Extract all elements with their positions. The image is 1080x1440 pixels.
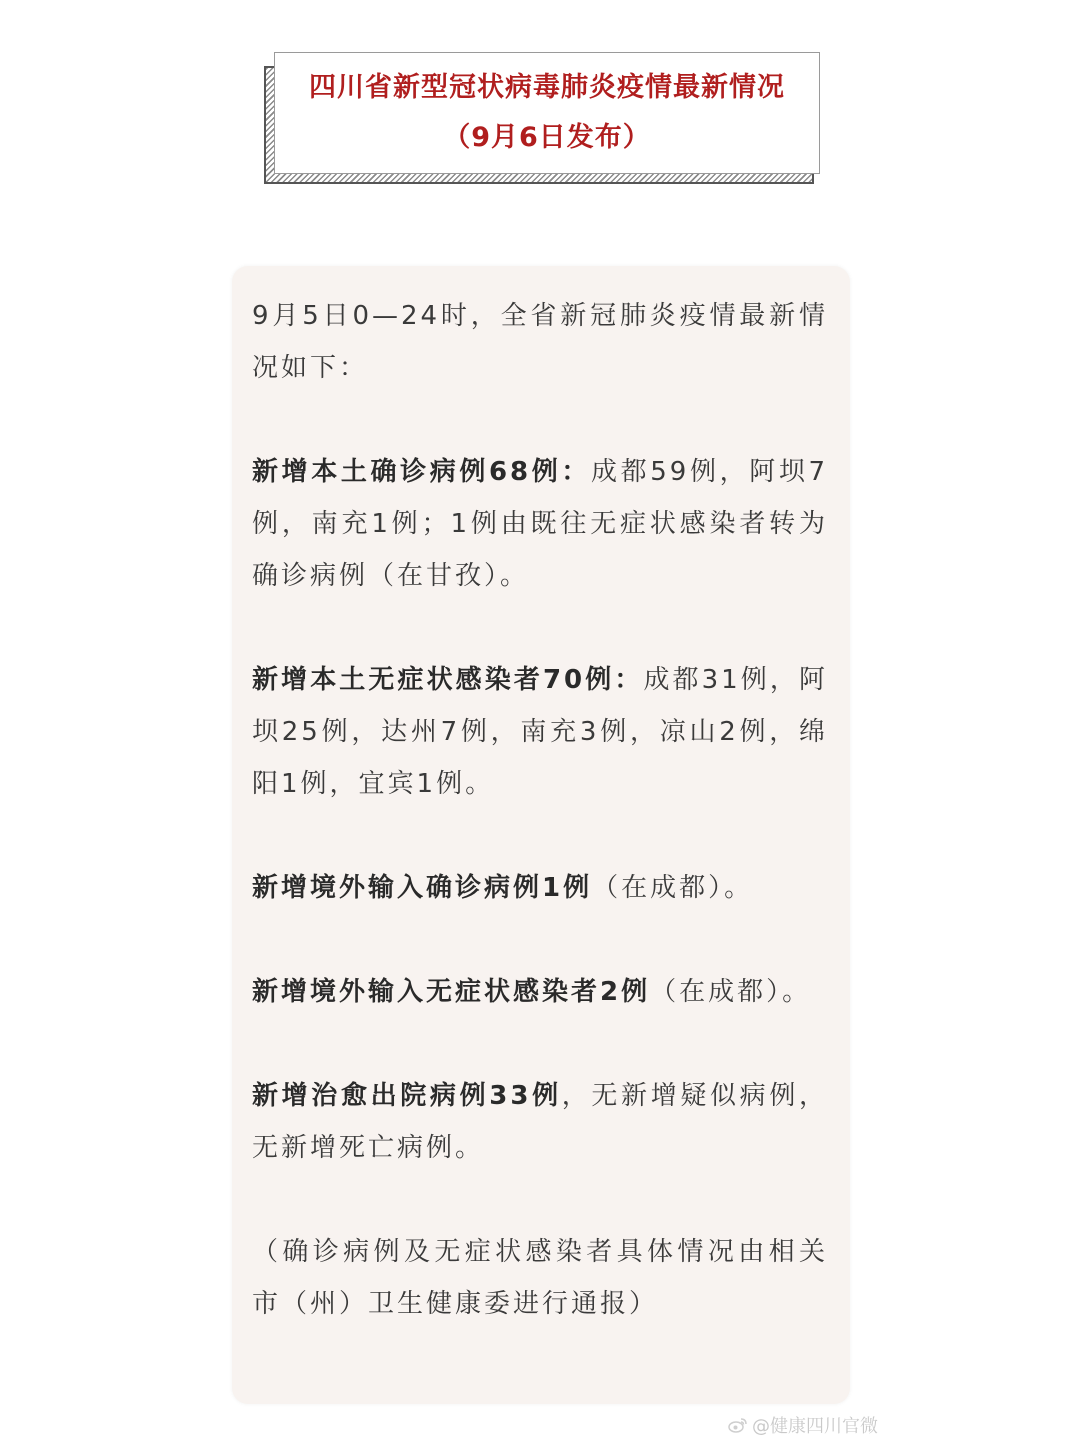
local-asymptomatic-paragraph (252, 654, 828, 810)
local-asymptomatic-detail: 成都31例，阿坝25例，达州7例，南充3例，凉山2例，绵阳1例，宜宾1例。 (252, 665, 828, 799)
content-card (232, 266, 850, 1404)
weibo-icon (728, 1417, 748, 1433)
imported-asymptomatic-detail: （在成都）。 (650, 977, 812, 1007)
local-confirmed-detail: 成都59例，阿坝7例，南充1例；1例由既往无症状感染者转为确诊病例（在甘孜）。 (252, 457, 828, 591)
content-body (252, 290, 828, 1382)
title-line-1: 四川省新型冠状病毒肺炎疫情最新情况 (309, 72, 785, 103)
imported-asymptomatic-paragraph (252, 966, 828, 1018)
local-confirmed-lead: 新增本土确诊病例68例： (252, 457, 592, 487)
note-paragraph: （确诊病例及无症状感染者具体情况由相关市（州）卫生健康委进行通报） (252, 1237, 828, 1319)
title-card (264, 52, 822, 186)
title-box (274, 52, 820, 174)
intro-paragraph: 9月5日0—24时，全省新冠肺炎疫情最新情况如下： (252, 301, 828, 383)
recovered-paragraph (252, 1070, 828, 1174)
local-confirmed-paragraph (252, 446, 828, 602)
watermark-text: @健康四川官微 (752, 1416, 878, 1437)
recovered-detail: ，无新增疑似病例，无新增死亡病例。 (252, 1081, 828, 1163)
recovered-lead: 新增治愈出院病例33例 (252, 1081, 562, 1111)
imported-confirmed-lead: 新增境外输入确诊病例1例 (252, 873, 593, 903)
imported-asymptomatic-lead: 新增境外输入无症状感染者2例 (252, 977, 651, 1007)
title-line-2: （9月6日发布） (443, 122, 651, 153)
imported-confirmed-paragraph (252, 862, 828, 914)
local-asymptomatic-lead: 新增本土无症状感染者70例： (252, 665, 644, 695)
weibo-watermark (728, 1410, 878, 1440)
imported-confirmed-detail: （在成都）。 (592, 873, 754, 903)
